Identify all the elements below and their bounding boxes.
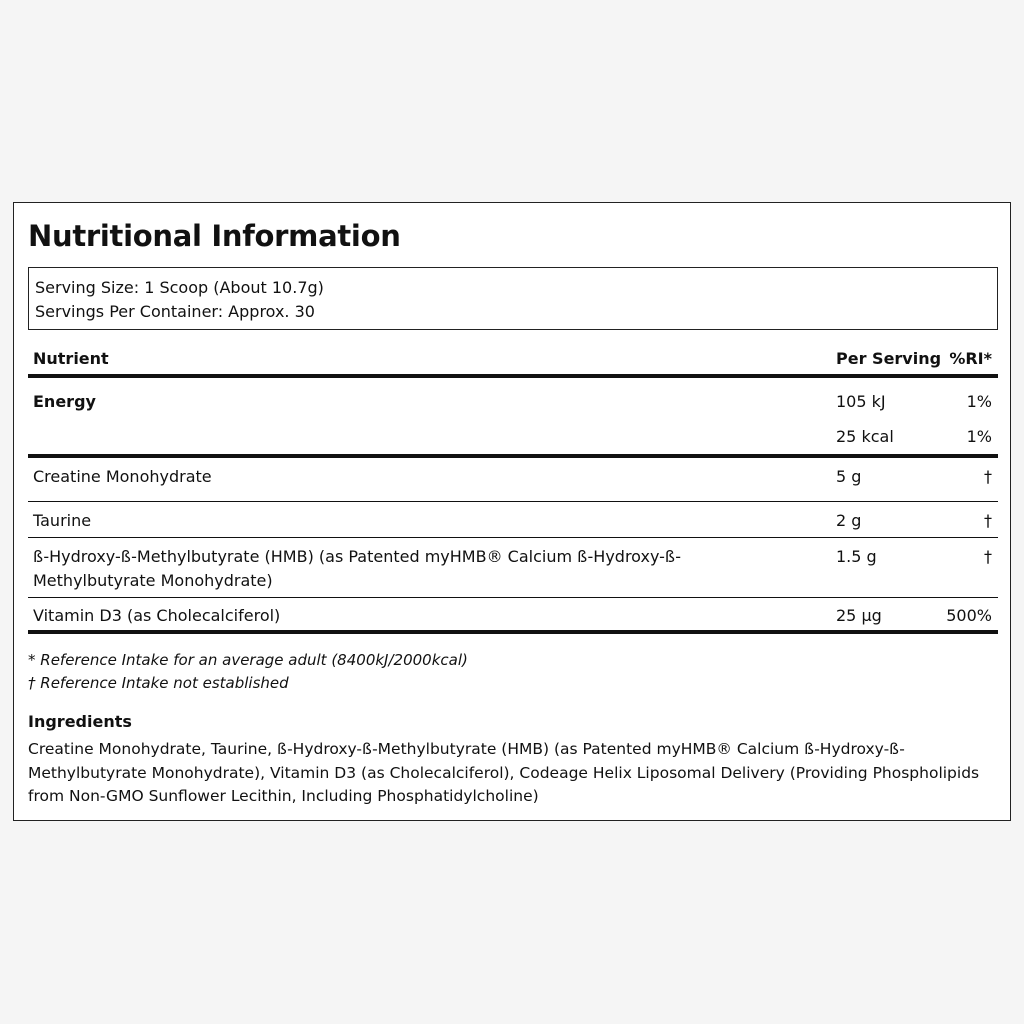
table-row (28, 538, 998, 598)
energy-kj-ri: 1% (966, 392, 992, 411)
table-row (28, 598, 998, 634)
header-nutrient: Nutrient (33, 349, 109, 368)
nutrient-name: Vitamin D3 (as Cholecalciferol) (33, 606, 281, 625)
footnote-reference-intake: * Reference Intake for an average adult (8400kJ/2000kcal) (28, 651, 468, 669)
ingredients-heading: Ingredients (28, 712, 132, 731)
page-title: Nutritional Information (28, 219, 401, 253)
serving-info-box (28, 267, 998, 330)
energy-kcal-value: 25 kcal (836, 427, 894, 446)
nutrient-ri: † (984, 467, 992, 486)
nutrient-amount: 1.5 g (836, 547, 877, 566)
nutrition-panel (13, 202, 1011, 821)
header-per-serving: Per Serving (836, 349, 942, 368)
nutrient-table (28, 342, 998, 634)
nutrient-ri: 500% (946, 606, 992, 625)
nutrient-name: Creatine Monohydrate (33, 467, 212, 486)
nutrient-name: Taurine (33, 511, 92, 530)
energy-kcal-ri: 1% (966, 427, 992, 446)
energy-label: Energy (33, 392, 96, 411)
nutrient-amount: 25 µg (836, 606, 882, 625)
servings-per-container: Servings Per Container: Approx. 30 (35, 302, 315, 321)
table-row-energy (28, 378, 998, 458)
footnote-not-established: † Reference Intake not established (28, 674, 289, 692)
nutrient-ri: † (984, 547, 992, 566)
nutrient-name: ß-Hydroxy-ß-Methylbutyrate (HMB) (as Patented myHMB® Calcium ß-Hydroxy-ß-Methylbutyrate Monohydrate) (33, 547, 682, 590)
footnotes (28, 649, 468, 695)
header-ri: %RI* (949, 349, 992, 368)
serving-size: Serving Size: 1 Scoop (About 10.7g) (35, 278, 324, 297)
table-row (28, 502, 998, 538)
nutrient-ri: † (984, 511, 992, 530)
nutrient-amount: 5 g (836, 467, 862, 486)
table-row (28, 458, 998, 502)
table-header-row (28, 342, 998, 378)
nutrient-amount: 2 g (836, 511, 862, 530)
energy-kj-value: 105 kJ (836, 392, 886, 411)
ingredients-text: Creatine Monohydrate, Taurine, ß-Hydroxy-ß-Methylbutyrate (HMB) (as Patented myHMB® Calcium ß-Hydroxy-ß-Methylbutyrate Monohydrate), Vitamin D3 (as Cholecalciferol), Codeage Helix Liposomal Delivery (Providing Phospholipids from Non-GMO Sunflower Lecithin, Including Phosphatidylcholine) (28, 740, 980, 805)
